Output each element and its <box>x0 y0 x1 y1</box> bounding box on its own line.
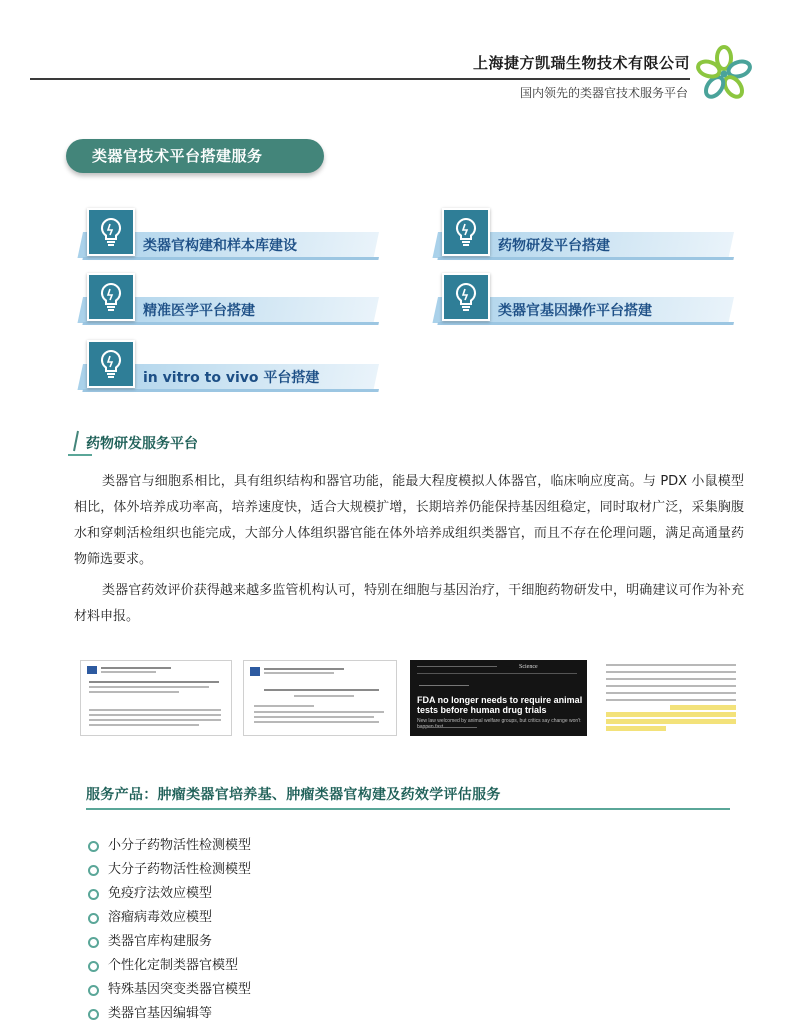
bullet-circle-icon <box>88 985 99 996</box>
bullet-circle-icon <box>88 865 99 876</box>
service-card-precision-medicine <box>75 273 380 325</box>
service-card-in-vitro-to-vivo <box>75 340 380 392</box>
slash-mark-icon <box>72 430 80 452</box>
article-subtitle: New law welcomed by animal welfare groups, but critics say change won't <box>417 718 581 724</box>
company-name: 上海捷方凯瑞生物技术有限公司 <box>472 54 690 72</box>
products-title: 服务产品：肿瘤类器官培养基、肿瘤类器官构建及药效学评估服务 <box>86 787 501 803</box>
bullet-circle-icon <box>88 961 99 972</box>
card-bar-edge <box>437 322 734 325</box>
list-item: 大分子药物活性检测模型 <box>86 859 251 883</box>
bullet-circle-icon <box>88 913 99 924</box>
service-label: 药物研发平台搭建 <box>498 238 610 254</box>
subsection-underline <box>68 454 92 456</box>
emblem-icon <box>87 666 97 674</box>
service-label: 类器官构建和样本库建设 <box>143 238 297 254</box>
card-bar-edge <box>437 257 734 260</box>
thumbnail-guideline-page <box>600 660 740 734</box>
bullet-circle-icon <box>88 937 99 948</box>
article-headline: FDA no longer needs to require animal tests before human drug trials <box>417 695 583 715</box>
lightbulb-icon <box>87 273 135 321</box>
service-card-organoid-biobank <box>75 208 380 260</box>
list-item: 类器官库构建服务 <box>86 931 251 955</box>
bullet-circle-icon <box>88 841 99 852</box>
products-divider <box>86 808 730 810</box>
card-bar-edge <box>82 322 379 325</box>
lightbulb-icon <box>442 273 490 321</box>
list-item: 特殊基因突变类器官模型 <box>86 979 251 1003</box>
lightbulb-icon <box>87 340 135 388</box>
service-label: in vitro to vivo 平台搭建 <box>143 370 320 386</box>
card-bar-edge <box>82 257 379 260</box>
service-card-gene-editing <box>430 273 735 325</box>
company-logo-icon <box>694 44 754 104</box>
science-brand: Science <box>519 664 538 670</box>
company-slogan: 国内领先的类器官技术服务平台 <box>519 86 688 100</box>
section-banner: 类器官技术平台搭建服务 <box>66 139 324 173</box>
list-item: 免疫疗法效应模型 <box>86 883 251 907</box>
list-item: 溶瘤病毒效应模型 <box>86 907 251 931</box>
subsection-title: 药物研发服务平台 <box>86 436 198 452</box>
paragraph-regulatory: 类器官药效评价获得越来越多监管机构认可，特别在细胞与基因治疗，干细胞药物研发中，明确建议可作为补充材料申报。 <box>74 583 744 624</box>
products-list <box>86 835 251 1027</box>
lightbulb-icon <box>442 208 490 256</box>
thumbnail-science-article <box>410 660 587 736</box>
service-label: 精准医学平台搭建 <box>143 303 255 319</box>
list-item: 个性化定制类器官模型 <box>86 955 251 979</box>
service-card-drug-platform <box>430 208 735 260</box>
bullet-circle-icon <box>88 1009 99 1020</box>
service-label: 类器官基因操作平台搭建 <box>498 303 652 319</box>
thumbnail-nmpa-notice <box>80 660 232 736</box>
emblem-icon <box>250 667 260 676</box>
card-bar-edge <box>82 389 379 392</box>
paragraph-organoid-advantages: 类器官与细胞系相比，具有组织结构和器官功能，能最大程度模拟人体器官，临床响应度高。与 PDX 小鼠模型相比，体外培养成功率高，培养速度快，适合大规模扩增，长期培养仍能保持基因组稳定，同时取材广泛，采集胸腹水和穿刺活检组织也能完成，大部分人体组织器官能在体外培养成组织类器官，而且不存在伦理问题，满足高通量药物筛选要求。 <box>74 474 744 567</box>
bullet-circle-icon <box>88 889 99 900</box>
header-divider <box>30 78 690 80</box>
list-item: 类器官基因编辑等 <box>86 1003 251 1027</box>
lightbulb-icon <box>87 208 135 256</box>
list-item: 小分子药物活性检测模型 <box>86 835 251 859</box>
thumbnail-cde-notice <box>243 660 397 736</box>
